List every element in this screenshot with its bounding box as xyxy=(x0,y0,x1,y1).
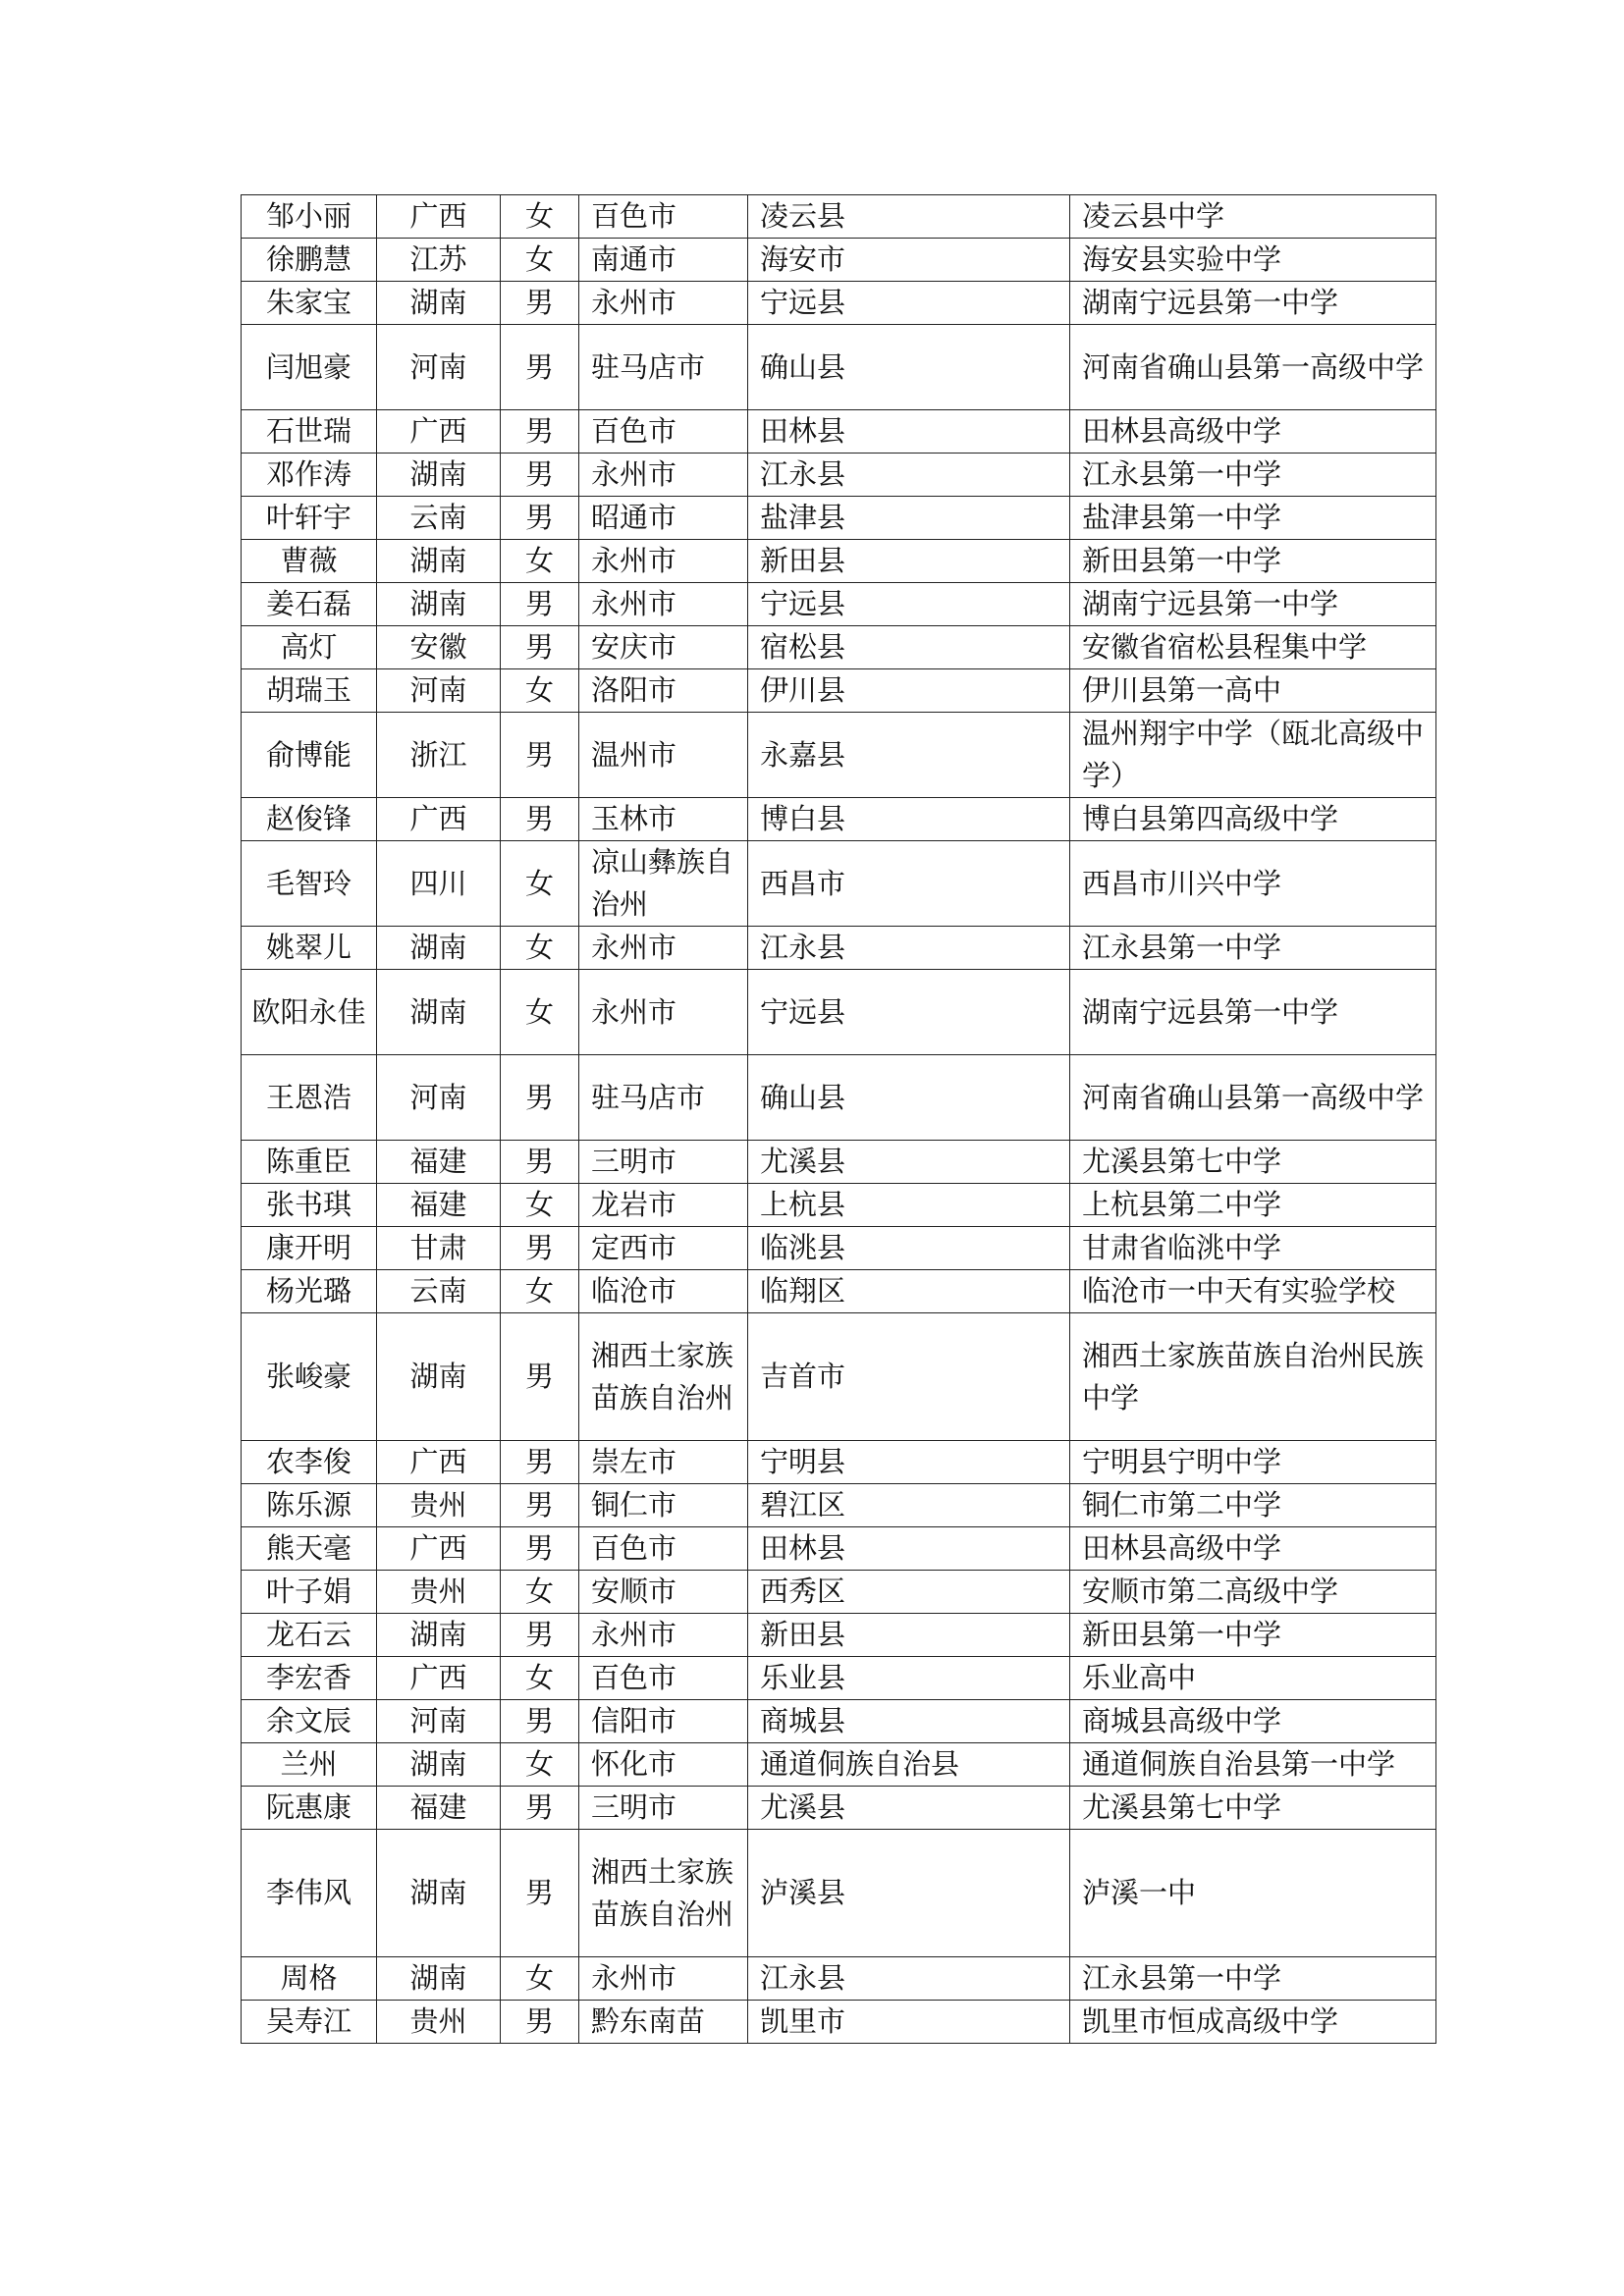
cell-gender: 男 xyxy=(501,1484,579,1527)
table-row xyxy=(242,1055,1436,1141)
cell-city: 永州市 xyxy=(579,583,748,626)
cell-school: 江永县第一中学 xyxy=(1070,1957,1436,2001)
cell-school: 上杭县第二中学 xyxy=(1070,1184,1436,1227)
cell-province: 江苏 xyxy=(377,239,501,282)
table-row xyxy=(242,282,1436,325)
table-row xyxy=(242,1313,1436,1441)
cell-gender: 女 xyxy=(501,540,579,583)
cell-name: 陈重臣 xyxy=(242,1141,377,1184)
student-table-body xyxy=(242,195,1436,2044)
cell-city: 安庆市 xyxy=(579,626,748,669)
cell-county: 凯里市 xyxy=(748,2001,1070,2044)
cell-school: 湖南宁远县第一中学 xyxy=(1070,282,1436,325)
table-row xyxy=(242,626,1436,669)
cell-name: 徐鹏慧 xyxy=(242,239,377,282)
table-row xyxy=(242,1571,1436,1614)
table-row xyxy=(242,540,1436,583)
cell-province: 安徽 xyxy=(377,626,501,669)
cell-gender: 男 xyxy=(501,1527,579,1571)
cell-name: 俞博能 xyxy=(242,713,377,798)
cell-county: 西秀区 xyxy=(748,1571,1070,1614)
cell-province: 河南 xyxy=(377,325,501,410)
cell-province: 河南 xyxy=(377,669,501,713)
cell-city: 百色市 xyxy=(579,1657,748,1700)
table-row xyxy=(242,1227,1436,1270)
cell-city: 怀化市 xyxy=(579,1743,748,1787)
table-row xyxy=(242,1527,1436,1571)
table-row xyxy=(242,1270,1436,1313)
table-row xyxy=(242,927,1436,970)
cell-school: 盐津县第一中学 xyxy=(1070,497,1436,540)
cell-city: 驻马店市 xyxy=(579,1055,748,1141)
cell-school: 商城县高级中学 xyxy=(1070,1700,1436,1743)
cell-province: 广西 xyxy=(377,410,501,454)
cell-gender: 男 xyxy=(501,282,579,325)
cell-gender: 女 xyxy=(501,970,579,1055)
cell-city: 驻马店市 xyxy=(579,325,748,410)
cell-city: 凉山彝族自治州 xyxy=(579,841,748,927)
cell-province: 河南 xyxy=(377,1055,501,1141)
cell-province: 湖南 xyxy=(377,540,501,583)
table-row xyxy=(242,325,1436,410)
cell-county: 盐津县 xyxy=(748,497,1070,540)
cell-gender: 男 xyxy=(501,1787,579,1830)
cell-city: 昭通市 xyxy=(579,497,748,540)
cell-city: 龙岩市 xyxy=(579,1184,748,1227)
cell-gender: 女 xyxy=(501,1571,579,1614)
cell-name: 李宏香 xyxy=(242,1657,377,1700)
cell-school: 海安县实验中学 xyxy=(1070,239,1436,282)
cell-province: 广西 xyxy=(377,1657,501,1700)
table-row xyxy=(242,713,1436,798)
cell-city: 永州市 xyxy=(579,282,748,325)
cell-name: 余文辰 xyxy=(242,1700,377,1743)
table-row xyxy=(242,497,1436,540)
cell-school: 河南省确山县第一高级中学 xyxy=(1070,1055,1436,1141)
cell-city: 湘西土家族苗族自治州 xyxy=(579,1830,748,1957)
cell-gender: 男 xyxy=(501,410,579,454)
cell-county: 田林县 xyxy=(748,410,1070,454)
cell-county: 博白县 xyxy=(748,798,1070,841)
cell-gender: 男 xyxy=(501,626,579,669)
cell-name: 李伟风 xyxy=(242,1830,377,1957)
table-row xyxy=(242,1830,1436,1957)
cell-province: 湖南 xyxy=(377,454,501,497)
cell-city: 黔东南苗 xyxy=(579,2001,748,2044)
cell-gender: 男 xyxy=(501,1227,579,1270)
cell-province: 福建 xyxy=(377,1184,501,1227)
cell-province: 广西 xyxy=(377,798,501,841)
cell-school: 尤溪县第七中学 xyxy=(1070,1787,1436,1830)
cell-city: 永州市 xyxy=(579,970,748,1055)
cell-city: 百色市 xyxy=(579,410,748,454)
table-row xyxy=(242,239,1436,282)
cell-name: 张书琪 xyxy=(242,1184,377,1227)
cell-county: 江永县 xyxy=(748,927,1070,970)
cell-county: 新田县 xyxy=(748,540,1070,583)
cell-gender: 男 xyxy=(501,583,579,626)
cell-province: 湖南 xyxy=(377,1957,501,2001)
cell-school: 尤溪县第七中学 xyxy=(1070,1141,1436,1184)
cell-gender: 女 xyxy=(501,1184,579,1227)
cell-name: 龙石云 xyxy=(242,1614,377,1657)
cell-city: 三明市 xyxy=(579,1141,748,1184)
cell-city: 湘西土家族苗族自治州 xyxy=(579,1313,748,1441)
cell-school: 铜仁市第二中学 xyxy=(1070,1484,1436,1527)
cell-city: 安顺市 xyxy=(579,1571,748,1614)
cell-province: 云南 xyxy=(377,1270,501,1313)
cell-name: 闫旭豪 xyxy=(242,325,377,410)
table-row xyxy=(242,2001,1436,2044)
table-row xyxy=(242,1184,1436,1227)
cell-school: 泸溪一中 xyxy=(1070,1830,1436,1957)
table-row xyxy=(242,970,1436,1055)
cell-county: 碧江区 xyxy=(748,1484,1070,1527)
cell-name: 农李俊 xyxy=(242,1441,377,1484)
cell-province: 云南 xyxy=(377,497,501,540)
cell-province: 广西 xyxy=(377,1441,501,1484)
cell-school: 温州翔宇中学（瓯北高级中学） xyxy=(1070,713,1436,798)
cell-county: 江永县 xyxy=(748,1957,1070,2001)
cell-county: 宁明县 xyxy=(748,1441,1070,1484)
cell-gender: 女 xyxy=(501,927,579,970)
cell-name: 胡瑞玉 xyxy=(242,669,377,713)
cell-name: 杨光璐 xyxy=(242,1270,377,1313)
cell-city: 永州市 xyxy=(579,927,748,970)
cell-gender: 男 xyxy=(501,1700,579,1743)
cell-county: 田林县 xyxy=(748,1527,1070,1571)
cell-county: 永嘉县 xyxy=(748,713,1070,798)
table-row xyxy=(242,583,1436,626)
cell-county: 江永县 xyxy=(748,454,1070,497)
cell-school: 乐业高中 xyxy=(1070,1657,1436,1700)
cell-city: 百色市 xyxy=(579,1527,748,1571)
cell-school: 江永县第一中学 xyxy=(1070,927,1436,970)
cell-name: 姚翠儿 xyxy=(242,927,377,970)
cell-name: 阮惠康 xyxy=(242,1787,377,1830)
table-row xyxy=(242,195,1436,239)
cell-county: 宁远县 xyxy=(748,282,1070,325)
cell-name: 欧阳永佳 xyxy=(242,970,377,1055)
cell-name: 邓作涛 xyxy=(242,454,377,497)
cell-province: 福建 xyxy=(377,1787,501,1830)
cell-name: 赵俊锋 xyxy=(242,798,377,841)
cell-gender: 女 xyxy=(501,239,579,282)
cell-province: 湖南 xyxy=(377,970,501,1055)
cell-name: 康开明 xyxy=(242,1227,377,1270)
cell-school: 安徽省宿松县程集中学 xyxy=(1070,626,1436,669)
cell-city: 定西市 xyxy=(579,1227,748,1270)
cell-gender: 男 xyxy=(501,1830,579,1957)
cell-county: 上杭县 xyxy=(748,1184,1070,1227)
cell-province: 四川 xyxy=(377,841,501,927)
cell-city: 南通市 xyxy=(579,239,748,282)
cell-province: 贵州 xyxy=(377,2001,501,2044)
table-row xyxy=(242,454,1436,497)
cell-school: 江永县第一中学 xyxy=(1070,454,1436,497)
table-row xyxy=(242,1441,1436,1484)
cell-province: 河南 xyxy=(377,1700,501,1743)
cell-school: 新田县第一中学 xyxy=(1070,1614,1436,1657)
cell-name: 姜石磊 xyxy=(242,583,377,626)
cell-school: 田林县高级中学 xyxy=(1070,410,1436,454)
cell-gender: 男 xyxy=(501,497,579,540)
cell-name: 邹小丽 xyxy=(242,195,377,239)
cell-name: 叶子娟 xyxy=(242,1571,377,1614)
cell-name: 叶轩宇 xyxy=(242,497,377,540)
cell-county: 宁远县 xyxy=(748,970,1070,1055)
cell-county: 新田县 xyxy=(748,1614,1070,1657)
cell-gender: 女 xyxy=(501,195,579,239)
cell-school: 凌云县中学 xyxy=(1070,195,1436,239)
cell-county: 吉首市 xyxy=(748,1313,1070,1441)
cell-gender: 女 xyxy=(501,1270,579,1313)
cell-province: 贵州 xyxy=(377,1571,501,1614)
cell-province: 福建 xyxy=(377,1141,501,1184)
cell-school: 安顺市第二高级中学 xyxy=(1070,1571,1436,1614)
table-row xyxy=(242,1787,1436,1830)
cell-province: 甘肃 xyxy=(377,1227,501,1270)
cell-county: 西昌市 xyxy=(748,841,1070,927)
table-row xyxy=(242,1957,1436,2001)
cell-name: 张峻豪 xyxy=(242,1313,377,1441)
student-table xyxy=(241,194,1436,2044)
cell-school: 通道侗族自治县第一中学 xyxy=(1070,1743,1436,1787)
cell-province: 湖南 xyxy=(377,1743,501,1787)
cell-name: 毛智玲 xyxy=(242,841,377,927)
cell-name: 陈乐源 xyxy=(242,1484,377,1527)
cell-gender: 女 xyxy=(501,841,579,927)
cell-school: 西昌市川兴中学 xyxy=(1070,841,1436,927)
cell-gender: 男 xyxy=(501,1141,579,1184)
cell-county: 尤溪县 xyxy=(748,1787,1070,1830)
cell-province: 贵州 xyxy=(377,1484,501,1527)
table-row xyxy=(242,1614,1436,1657)
cell-school: 宁明县宁明中学 xyxy=(1070,1441,1436,1484)
cell-name: 朱家宝 xyxy=(242,282,377,325)
cell-province: 广西 xyxy=(377,1527,501,1571)
cell-name: 周格 xyxy=(242,1957,377,2001)
cell-city: 百色市 xyxy=(579,195,748,239)
cell-school: 伊川县第一高中 xyxy=(1070,669,1436,713)
cell-gender: 男 xyxy=(501,325,579,410)
cell-city: 玉林市 xyxy=(579,798,748,841)
cell-county: 确山县 xyxy=(748,325,1070,410)
table-row xyxy=(242,410,1436,454)
cell-county: 商城县 xyxy=(748,1700,1070,1743)
cell-gender: 男 xyxy=(501,1614,579,1657)
cell-gender: 女 xyxy=(501,1657,579,1700)
table-row xyxy=(242,1141,1436,1184)
cell-gender: 女 xyxy=(501,1957,579,2001)
cell-gender: 女 xyxy=(501,1743,579,1787)
cell-province: 湖南 xyxy=(377,1313,501,1441)
cell-name: 王恩浩 xyxy=(242,1055,377,1141)
cell-gender: 男 xyxy=(501,2001,579,2044)
cell-name: 兰州 xyxy=(242,1743,377,1787)
cell-name: 吴寿江 xyxy=(242,2001,377,2044)
cell-name: 石世瑞 xyxy=(242,410,377,454)
cell-city: 洛阳市 xyxy=(579,669,748,713)
cell-school: 博白县第四高级中学 xyxy=(1070,798,1436,841)
cell-city: 崇左市 xyxy=(579,1441,748,1484)
cell-name: 高灯 xyxy=(242,626,377,669)
table-row xyxy=(242,798,1436,841)
cell-city: 永州市 xyxy=(579,454,748,497)
cell-county: 临洮县 xyxy=(748,1227,1070,1270)
cell-school: 临沧市一中天有实验学校 xyxy=(1070,1270,1436,1313)
cell-gender: 男 xyxy=(501,1441,579,1484)
cell-school: 河南省确山县第一高级中学 xyxy=(1070,325,1436,410)
cell-county: 确山县 xyxy=(748,1055,1070,1141)
cell-province: 湖南 xyxy=(377,927,501,970)
cell-name: 曹薇 xyxy=(242,540,377,583)
cell-county: 尤溪县 xyxy=(748,1141,1070,1184)
table-row xyxy=(242,1700,1436,1743)
cell-city: 铜仁市 xyxy=(579,1484,748,1527)
table-row xyxy=(242,1657,1436,1700)
cell-county: 泸溪县 xyxy=(748,1830,1070,1957)
cell-county: 伊川县 xyxy=(748,669,1070,713)
cell-city: 信阳市 xyxy=(579,1700,748,1743)
cell-province: 湖南 xyxy=(377,583,501,626)
cell-gender: 男 xyxy=(501,1055,579,1141)
cell-province: 浙江 xyxy=(377,713,501,798)
cell-county: 凌云县 xyxy=(748,195,1070,239)
table-row xyxy=(242,841,1436,927)
table-row xyxy=(242,1743,1436,1787)
table-row xyxy=(242,669,1436,713)
cell-school: 田林县高级中学 xyxy=(1070,1527,1436,1571)
cell-city: 三明市 xyxy=(579,1787,748,1830)
cell-gender: 男 xyxy=(501,713,579,798)
cell-province: 广西 xyxy=(377,195,501,239)
cell-school: 湖南宁远县第一中学 xyxy=(1070,583,1436,626)
cell-province: 湖南 xyxy=(377,282,501,325)
cell-city: 永州市 xyxy=(579,1957,748,2001)
cell-name: 熊天毫 xyxy=(242,1527,377,1571)
cell-county: 通道侗族自治县 xyxy=(748,1743,1070,1787)
cell-county: 临翔区 xyxy=(748,1270,1070,1313)
cell-county: 宁远县 xyxy=(748,583,1070,626)
cell-province: 湖南 xyxy=(377,1830,501,1957)
cell-school: 甘肃省临洮中学 xyxy=(1070,1227,1436,1270)
cell-school: 新田县第一中学 xyxy=(1070,540,1436,583)
cell-county: 乐业县 xyxy=(748,1657,1070,1700)
cell-county: 海安市 xyxy=(748,239,1070,282)
cell-city: 临沧市 xyxy=(579,1270,748,1313)
cell-gender: 女 xyxy=(501,669,579,713)
cell-school: 凯里市恒成高级中学 xyxy=(1070,2001,1436,2044)
cell-city: 永州市 xyxy=(579,540,748,583)
cell-gender: 男 xyxy=(501,454,579,497)
cell-city: 温州市 xyxy=(579,713,748,798)
cell-county: 宿松县 xyxy=(748,626,1070,669)
table-row xyxy=(242,1484,1436,1527)
cell-city: 永州市 xyxy=(579,1614,748,1657)
cell-gender: 男 xyxy=(501,798,579,841)
cell-province: 湖南 xyxy=(377,1614,501,1657)
cell-school: 湘西土家族苗族自治州民族中学 xyxy=(1070,1313,1436,1441)
cell-school: 湖南宁远县第一中学 xyxy=(1070,970,1436,1055)
cell-gender: 男 xyxy=(501,1313,579,1441)
